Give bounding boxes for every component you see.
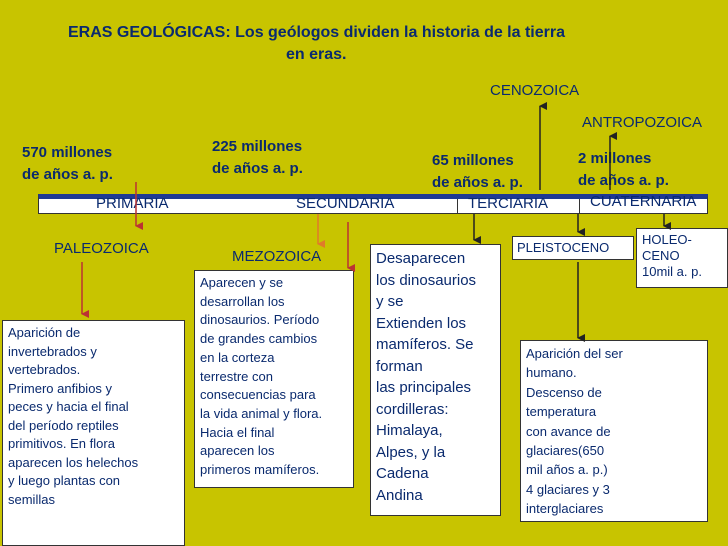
humano-text: Aparición del ser humano. Descenso de temperatura con avance de glaciares(650 mil años a. p.) 4 glaciares y 3 interglaciares (526, 346, 623, 517)
date-65-line2: de años a. p. (432, 174, 523, 191)
holoceno-text: HOLEO- CENO 10mil a. p. (642, 232, 702, 279)
timeline-divider (579, 199, 580, 213)
period-cuaternaria: CUATERNARIA (590, 193, 697, 210)
humano-box (520, 340, 708, 522)
title-rest: Los geólogos dividen la historia de la tierra (235, 24, 565, 41)
period-primaria: PRIMARIA (96, 195, 169, 212)
date-2 (578, 148, 669, 192)
period-secundaria: SECUNDARIA (296, 195, 395, 212)
era-mezozoica: MEZOZOICA (232, 248, 322, 265)
date-570-line1: 570 millones (22, 144, 113, 161)
timeline-divider (457, 199, 458, 213)
paleozoica-text: Aparición de invertebrados y vertebrados. Primero anfibios y peces y hacia el final del período reptiles primitivos. En flora aparecen los helechos y luego plantas con semillas (8, 325, 139, 507)
era-cenozoica: CENOZOICA (490, 82, 580, 99)
holoceno-box (636, 228, 728, 288)
mezozoica-text: Aparecen y se desarrollan los dinosaurios. Período de grandes cambios en la corteza terrestre con consecuencias para la vida animal y flora. Hacia el final aparecen los primeros mamíferos. (200, 275, 323, 478)
date-65-line1: 65 millones (432, 152, 514, 169)
paleozoica-box (2, 320, 185, 546)
terciaria-box (370, 244, 501, 516)
era-paleozoica: PALEOZOICA (54, 240, 149, 257)
date-570 (22, 142, 113, 186)
date-570-line2: de años a. p. (22, 166, 113, 183)
date-2-line2: de años a. p. (578, 172, 669, 189)
pleistoceno-label: PLEISTOCENO (517, 240, 610, 255)
title-line2: en eras. (286, 46, 347, 63)
period-terciaria: TERCIARIA (468, 195, 549, 212)
title-bold: ERAS GEOLÓGICAS: (68, 24, 231, 41)
date-225-line2: de años a. p. (212, 160, 303, 177)
mezozoica-box (194, 270, 354, 488)
page-title (68, 22, 565, 66)
terciaria-text: Desaparecen los dinosaurios y se Extienden los mamíferos. Se forman las principales cordilleras: Himalaya, Alpes, y la Cadena Andina (376, 250, 477, 504)
date-225-line1: 225 millones (212, 138, 303, 155)
pleistoceno-box (512, 236, 634, 260)
era-antropozoica: ANTROPOZOICA (582, 114, 703, 131)
date-65 (432, 150, 523, 194)
date-2-line1: 2 millones (578, 150, 652, 167)
date-225 (212, 136, 303, 180)
